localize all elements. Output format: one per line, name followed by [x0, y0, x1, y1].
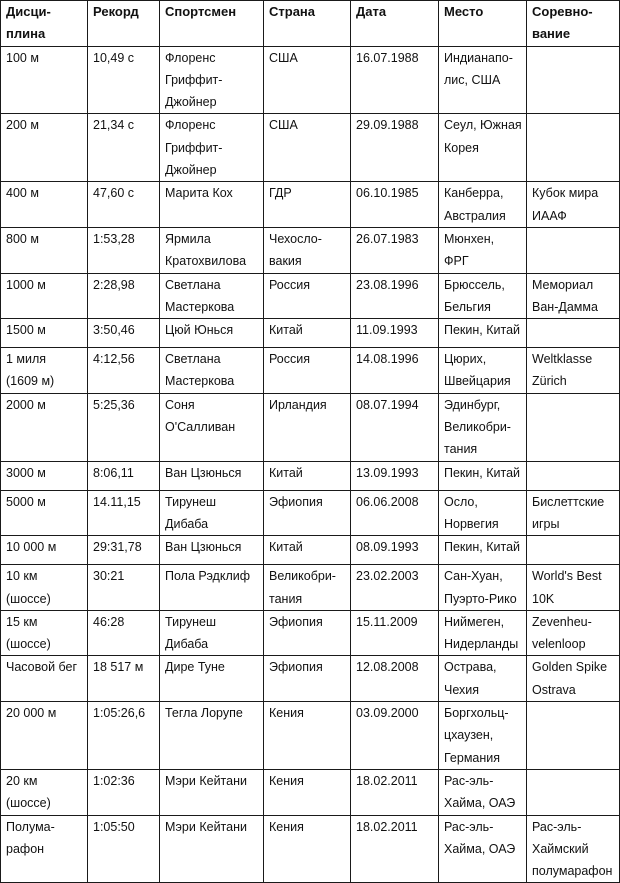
cell-date: 14.08.1996	[351, 348, 439, 394]
cell-discipline: 10 км (шоссе)	[1, 565, 88, 611]
table-row	[1, 610, 620, 656]
cell-discipline: 20 000 м	[1, 702, 88, 770]
cell-competition	[527, 461, 620, 490]
column-header-athlete: Спортсмен	[160, 1, 264, 47]
cell-competition: Golden Spike Ostrava	[527, 656, 620, 702]
cell-discipline: 2000 м	[1, 393, 88, 461]
cell-athlete: Ярмила Кратохвилова	[160, 227, 264, 273]
cell-country: Эфиопия	[264, 490, 351, 536]
cell-date: 16.07.1988	[351, 46, 439, 114]
cell-place: Цюрих, Швейцария	[439, 348, 527, 394]
cell-place: Пекин, Китай	[439, 461, 527, 490]
cell-competition	[527, 227, 620, 273]
header-row	[1, 1, 620, 47]
table-row	[1, 815, 620, 883]
table-row	[1, 702, 620, 770]
table-row	[1, 769, 620, 815]
cell-athlete: Мэри Кейтани	[160, 769, 264, 815]
cell-place: Брюссель, Бельгия	[439, 273, 527, 319]
table-body	[1, 46, 620, 883]
cell-discipline: 1 миля (1609 м)	[1, 348, 88, 394]
cell-date: 06.10.1985	[351, 182, 439, 228]
cell-record: 10,49 с	[88, 46, 160, 114]
table-row	[1, 536, 620, 565]
table-row	[1, 46, 620, 114]
cell-record: 3:50,46	[88, 319, 160, 348]
cell-discipline: 400 м	[1, 182, 88, 228]
cell-date: 29.09.1988	[351, 114, 439, 182]
cell-athlete: Дире Туне	[160, 656, 264, 702]
cell-discipline: Полума- рафон	[1, 815, 88, 883]
cell-record: 5:25,36	[88, 393, 160, 461]
cell-place: Пекин, Китай	[439, 536, 527, 565]
cell-discipline: 20 км (шоссе)	[1, 769, 88, 815]
cell-athlete: Светлана Мастеркова	[160, 273, 264, 319]
cell-competition: Кубок мира ИААФ	[527, 182, 620, 228]
cell-date: 08.07.1994	[351, 393, 439, 461]
cell-date: 11.09.1993	[351, 319, 439, 348]
cell-country: Эфиопия	[264, 656, 351, 702]
cell-date: 23.08.1996	[351, 273, 439, 319]
cell-record: 47,60 с	[88, 182, 160, 228]
cell-date: 13.09.1993	[351, 461, 439, 490]
cell-competition	[527, 46, 620, 114]
cell-competition: Рас-эль- Хаймский полумарафон	[527, 815, 620, 883]
cell-record: 30:21	[88, 565, 160, 611]
cell-athlete: Марита Кох	[160, 182, 264, 228]
cell-record: 1:05:50	[88, 815, 160, 883]
column-header-discipline: Дисци- плина	[1, 1, 88, 47]
table-row	[1, 393, 620, 461]
cell-discipline: Часовой бег	[1, 656, 88, 702]
cell-competition	[527, 319, 620, 348]
cell-athlete: Ван Цзюнься	[160, 461, 264, 490]
cell-country: США	[264, 46, 351, 114]
cell-competition	[527, 702, 620, 770]
cell-date: 08.09.1993	[351, 536, 439, 565]
cell-athlete: Цюй Юнься	[160, 319, 264, 348]
table-row	[1, 182, 620, 228]
table-row	[1, 273, 620, 319]
column-header-date: Дата	[351, 1, 439, 47]
cell-country: Эфиопия	[264, 610, 351, 656]
cell-athlete: Тирунеш Дибаба	[160, 490, 264, 536]
column-header-place: Место	[439, 1, 527, 47]
cell-record: 8:06,11	[88, 461, 160, 490]
cell-competition: World's Best 10K	[527, 565, 620, 611]
cell-country: Ирландия	[264, 393, 351, 461]
table-row	[1, 565, 620, 611]
cell-record: 14.11,15	[88, 490, 160, 536]
cell-country: Китай	[264, 461, 351, 490]
cell-country: Китай	[264, 536, 351, 565]
cell-discipline: 10 000 м	[1, 536, 88, 565]
table-row	[1, 490, 620, 536]
table-row	[1, 656, 620, 702]
cell-record: 1:53,28	[88, 227, 160, 273]
cell-record: 1:05:26,6	[88, 702, 160, 770]
cell-discipline: 3000 м	[1, 461, 88, 490]
cell-athlete: Тирунеш Дибаба	[160, 610, 264, 656]
cell-place: Осло, Норвегия	[439, 490, 527, 536]
cell-athlete: Тегла Лорупе	[160, 702, 264, 770]
cell-date: 26.07.1983	[351, 227, 439, 273]
cell-date: 12.08.2008	[351, 656, 439, 702]
cell-competition: Мемориал Ван-Дамма	[527, 273, 620, 319]
table-row	[1, 348, 620, 394]
cell-place: Рас-эль- Хайма, ОАЭ	[439, 769, 527, 815]
table-row	[1, 227, 620, 273]
column-header-country: Страна	[264, 1, 351, 47]
cell-country: Россия	[264, 273, 351, 319]
cell-country: Россия	[264, 348, 351, 394]
cell-date: 15.11.2009	[351, 610, 439, 656]
cell-country: Великобри- тания	[264, 565, 351, 611]
cell-discipline: 800 м	[1, 227, 88, 273]
cell-record: 4:12,56	[88, 348, 160, 394]
cell-athlete: Светлана Мастеркова	[160, 348, 264, 394]
cell-place: Острава, Чехия	[439, 656, 527, 702]
cell-date: 23.02.2003	[351, 565, 439, 611]
cell-discipline: 200 м	[1, 114, 88, 182]
cell-date: 06.06.2008	[351, 490, 439, 536]
cell-date: 03.09.2000	[351, 702, 439, 770]
cell-place: Индианапо- лис, США	[439, 46, 527, 114]
cell-country: Кения	[264, 769, 351, 815]
cell-place: Канберра, Австралия	[439, 182, 527, 228]
column-header-competition: Соревно- вание	[527, 1, 620, 47]
cell-place: Сан-Хуан, Пуэрто-Рико	[439, 565, 527, 611]
column-header-record: Рекорд	[88, 1, 160, 47]
cell-athlete: Пола Рэдклиф	[160, 565, 264, 611]
cell-place: Ниймеген, Нидерланды	[439, 610, 527, 656]
cell-athlete: Мэри Кейтани	[160, 815, 264, 883]
cell-country: Кения	[264, 702, 351, 770]
cell-place: Пекин, Китай	[439, 319, 527, 348]
cell-athlete: Ван Цзюнься	[160, 536, 264, 565]
cell-place: Эдинбург, Великобри- тания	[439, 393, 527, 461]
table-row	[1, 114, 620, 182]
cell-record: 1:02:36	[88, 769, 160, 815]
cell-record: 29:31,78	[88, 536, 160, 565]
cell-country: Китай	[264, 319, 351, 348]
cell-competition	[527, 536, 620, 565]
cell-competition: Бислеттские игры	[527, 490, 620, 536]
cell-place: Боргхольц- цхаузен, Германия	[439, 702, 527, 770]
cell-discipline: 1500 м	[1, 319, 88, 348]
cell-competition	[527, 393, 620, 461]
cell-country: Чехосло- вакия	[264, 227, 351, 273]
cell-athlete: Соня О'Салливан	[160, 393, 264, 461]
cell-record: 18 517 м	[88, 656, 160, 702]
cell-country: США	[264, 114, 351, 182]
cell-record: 46:28	[88, 610, 160, 656]
cell-competition	[527, 114, 620, 182]
cell-record: 21,34 с	[88, 114, 160, 182]
cell-athlete: Флоренс Гриффит- Джойнер	[160, 46, 264, 114]
cell-place: Сеул, Южная Корея	[439, 114, 527, 182]
cell-athlete: Флоренс Гриффит- Джойнер	[160, 114, 264, 182]
cell-discipline: 100 м	[1, 46, 88, 114]
cell-discipline: 5000 м	[1, 490, 88, 536]
cell-record: 2:28,98	[88, 273, 160, 319]
cell-place: Рас-эль- Хайма, ОАЭ	[439, 815, 527, 883]
cell-competition: Weltklasse Zürich	[527, 348, 620, 394]
cell-date: 18.02.2011	[351, 769, 439, 815]
cell-date: 18.02.2011	[351, 815, 439, 883]
cell-place: Мюнхен, ФРГ	[439, 227, 527, 273]
cell-competition: Zevenheu- velenloop	[527, 610, 620, 656]
table-row	[1, 461, 620, 490]
cell-discipline: 1000 м	[1, 273, 88, 319]
cell-country: ГДР	[264, 182, 351, 228]
cell-discipline: 15 км (шоссе)	[1, 610, 88, 656]
cell-country: Кения	[264, 815, 351, 883]
cell-competition	[527, 769, 620, 815]
table-row	[1, 319, 620, 348]
